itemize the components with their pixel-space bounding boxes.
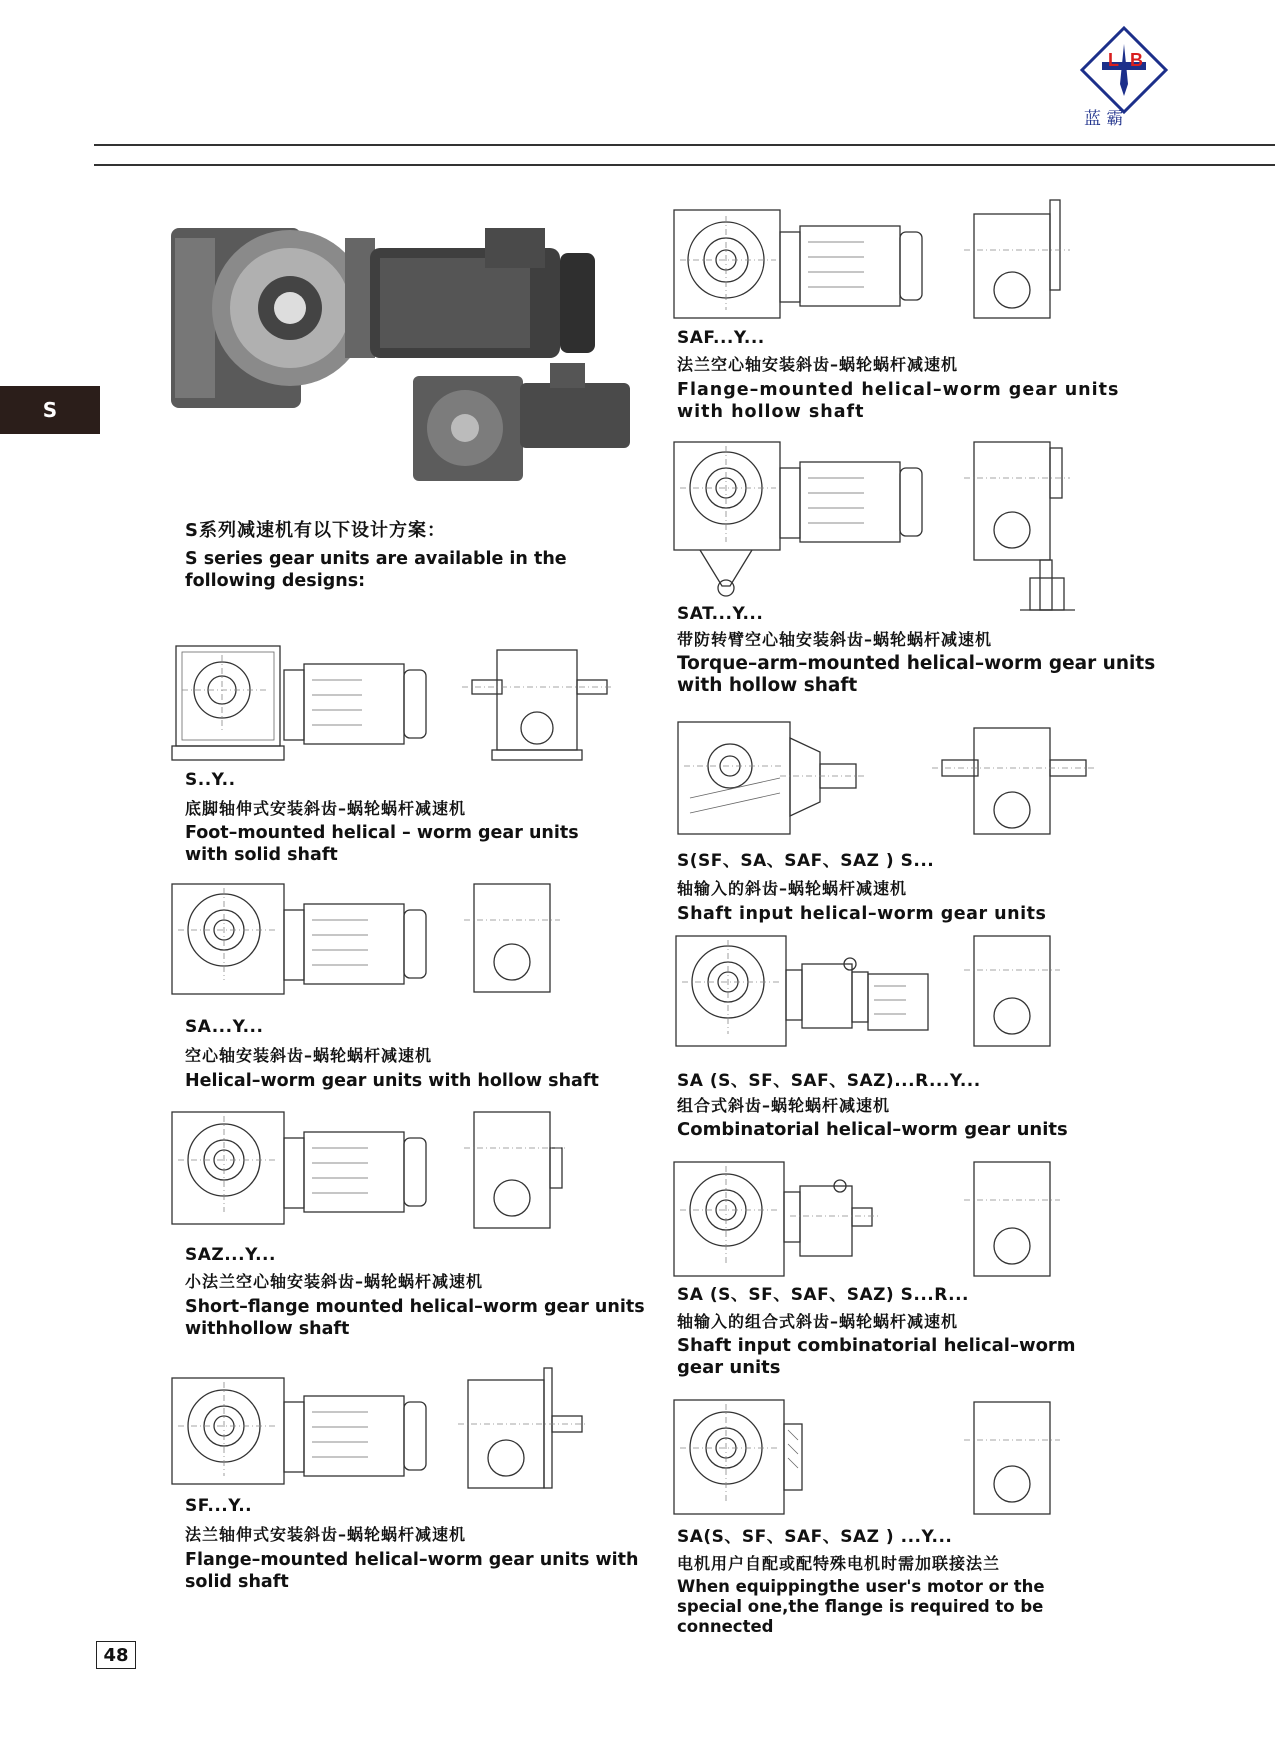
svg-text:B: B [1130, 50, 1143, 70]
caption-saf-y [677, 328, 1119, 423]
caption-en: When equippingthe user's motor or the [677, 1577, 1045, 1596]
caption-sat-y [677, 604, 1155, 697]
caption-saz-y [185, 1245, 645, 1340]
caption-en: Combinatorial helical–worm gear units [677, 1119, 1068, 1140]
caption-en-2: with solid shaft [185, 845, 338, 865]
section-tab[interactable] [0, 386, 100, 434]
caption-en-2: with hollow shaft [677, 402, 865, 422]
drawing-sa-flange [670, 1394, 1090, 1524]
caption-cn: 带防转臂空心轴安装斜齿–蜗轮蜗杆减速机 [677, 630, 993, 649]
caption-s-y [185, 770, 579, 866]
caption-en-3: connected [677, 1617, 774, 1636]
caption-cn: 空心轴安装斜齿–蜗轮蜗杆减速机 [185, 1046, 433, 1065]
caption-sa-s-r [677, 1280, 1076, 1379]
caption-sa-r-y [677, 1066, 1068, 1141]
caption-code: SA...Y... [185, 1017, 264, 1037]
header-rule-bottom [94, 164, 1275, 166]
caption-en: Foot–mounted helical – worm gear units [185, 823, 579, 843]
drawing-sa-r-y [670, 930, 1090, 1060]
drawing-sf-y [168, 1368, 608, 1498]
section-tab-label: S [42, 398, 58, 422]
drawing-s-y [172, 640, 592, 770]
caption-en-2: special one,the flange is required to be [677, 1597, 1044, 1616]
drawing-sa-s-r [670, 1156, 1090, 1286]
caption-en-2: solid shaft [185, 1572, 289, 1592]
intro-block [185, 516, 567, 592]
caption-code: SAF...Y... [677, 328, 765, 348]
intro-cn: S系列减速机有以下设计方案： [185, 520, 446, 541]
header-rule-top [94, 144, 1275, 146]
caption-cn: 法兰空心轴安装斜齿–蜗轮蜗杆减速机 [677, 355, 959, 374]
caption-code: SAZ...Y... [185, 1245, 276, 1265]
drawing-sa-y [168, 880, 588, 1000]
caption-en: Flange–mounted helical–worm gear units with [185, 1550, 639, 1570]
caption-sa-flange [677, 1522, 1045, 1637]
drawing-s-shaft-input [670, 718, 1100, 848]
caption-cn: 小法兰空心轴安装斜齿–蜗轮蜗杆减速机 [185, 1272, 484, 1291]
page-number [96, 1641, 136, 1669]
drawing-sat-y [670, 438, 1090, 618]
page-number-text: 48 [103, 1644, 129, 1666]
caption-en-2: withhollow shaft [185, 1319, 350, 1339]
caption-code: SA (S、SF、SAF、SAZ) S...R... [677, 1285, 970, 1305]
caption-code: SF...Y.. [185, 1496, 253, 1516]
caption-en: Shaft input combinatorial helical–worm [677, 1335, 1076, 1356]
caption-en: Shaft input helical–worm gear units [677, 904, 1047, 924]
svg-text:L: L [1108, 50, 1119, 70]
caption-en-2: gear units [677, 1357, 781, 1378]
caption-code: S..Y.. [185, 770, 236, 790]
caption-en-2: with hollow shaft [677, 675, 858, 696]
caption-cn: 轴输入的斜齿–蜗轮蜗杆减速机 [677, 879, 908, 898]
drawing-saf-y [670, 200, 1090, 328]
caption-cn: 底脚轴伸式安装斜齿–蜗轮蜗杆减速机 [185, 799, 467, 818]
caption-cn: 组合式斜齿–蜗轮蜗杆减速机 [677, 1096, 891, 1115]
caption-en: Torque–arm–mounted helical–worm gear units [677, 653, 1156, 674]
svg-text:蓝 霸: 蓝 霸 [1084, 109, 1124, 129]
drawing-saz-y [168, 1108, 588, 1238]
caption-en: Short–flange mounted helical–worm gear units [185, 1297, 645, 1317]
caption-cn: 电机用户自配或配特殊电机时需加联接法兰 [677, 1554, 1001, 1573]
brand-logo [1078, 24, 1170, 128]
product-photo [165, 208, 625, 498]
intro-en-2: following designs: [185, 571, 366, 591]
caption-en: Flange–mounted helical–worm gear units [677, 380, 1120, 400]
caption-code: SAT...Y... [677, 604, 764, 624]
caption-code: SA(S、SF、SAF、SAZ ) ...Y... [677, 1527, 953, 1547]
intro-en-1: S series gear units are available in the [185, 549, 567, 569]
caption-sa-y [185, 1017, 599, 1092]
caption-en: Helical–worm gear units with hollow shaft [185, 1071, 599, 1091]
caption-sf-y [185, 1496, 639, 1593]
caption-code: SA (S、SF、SAF、SAZ)...R...Y... [677, 1071, 981, 1091]
caption-cn: 法兰轴伸式安装斜齿–蜗轮蜗杆减速机 [185, 1525, 467, 1544]
caption-cn: 轴输入的组合式斜齿–蜗轮蜗杆减速机 [677, 1312, 959, 1331]
caption-code: S(SF、SA、SAF、SAZ ) S... [677, 851, 935, 871]
caption-s-shaft-input [677, 846, 1046, 925]
